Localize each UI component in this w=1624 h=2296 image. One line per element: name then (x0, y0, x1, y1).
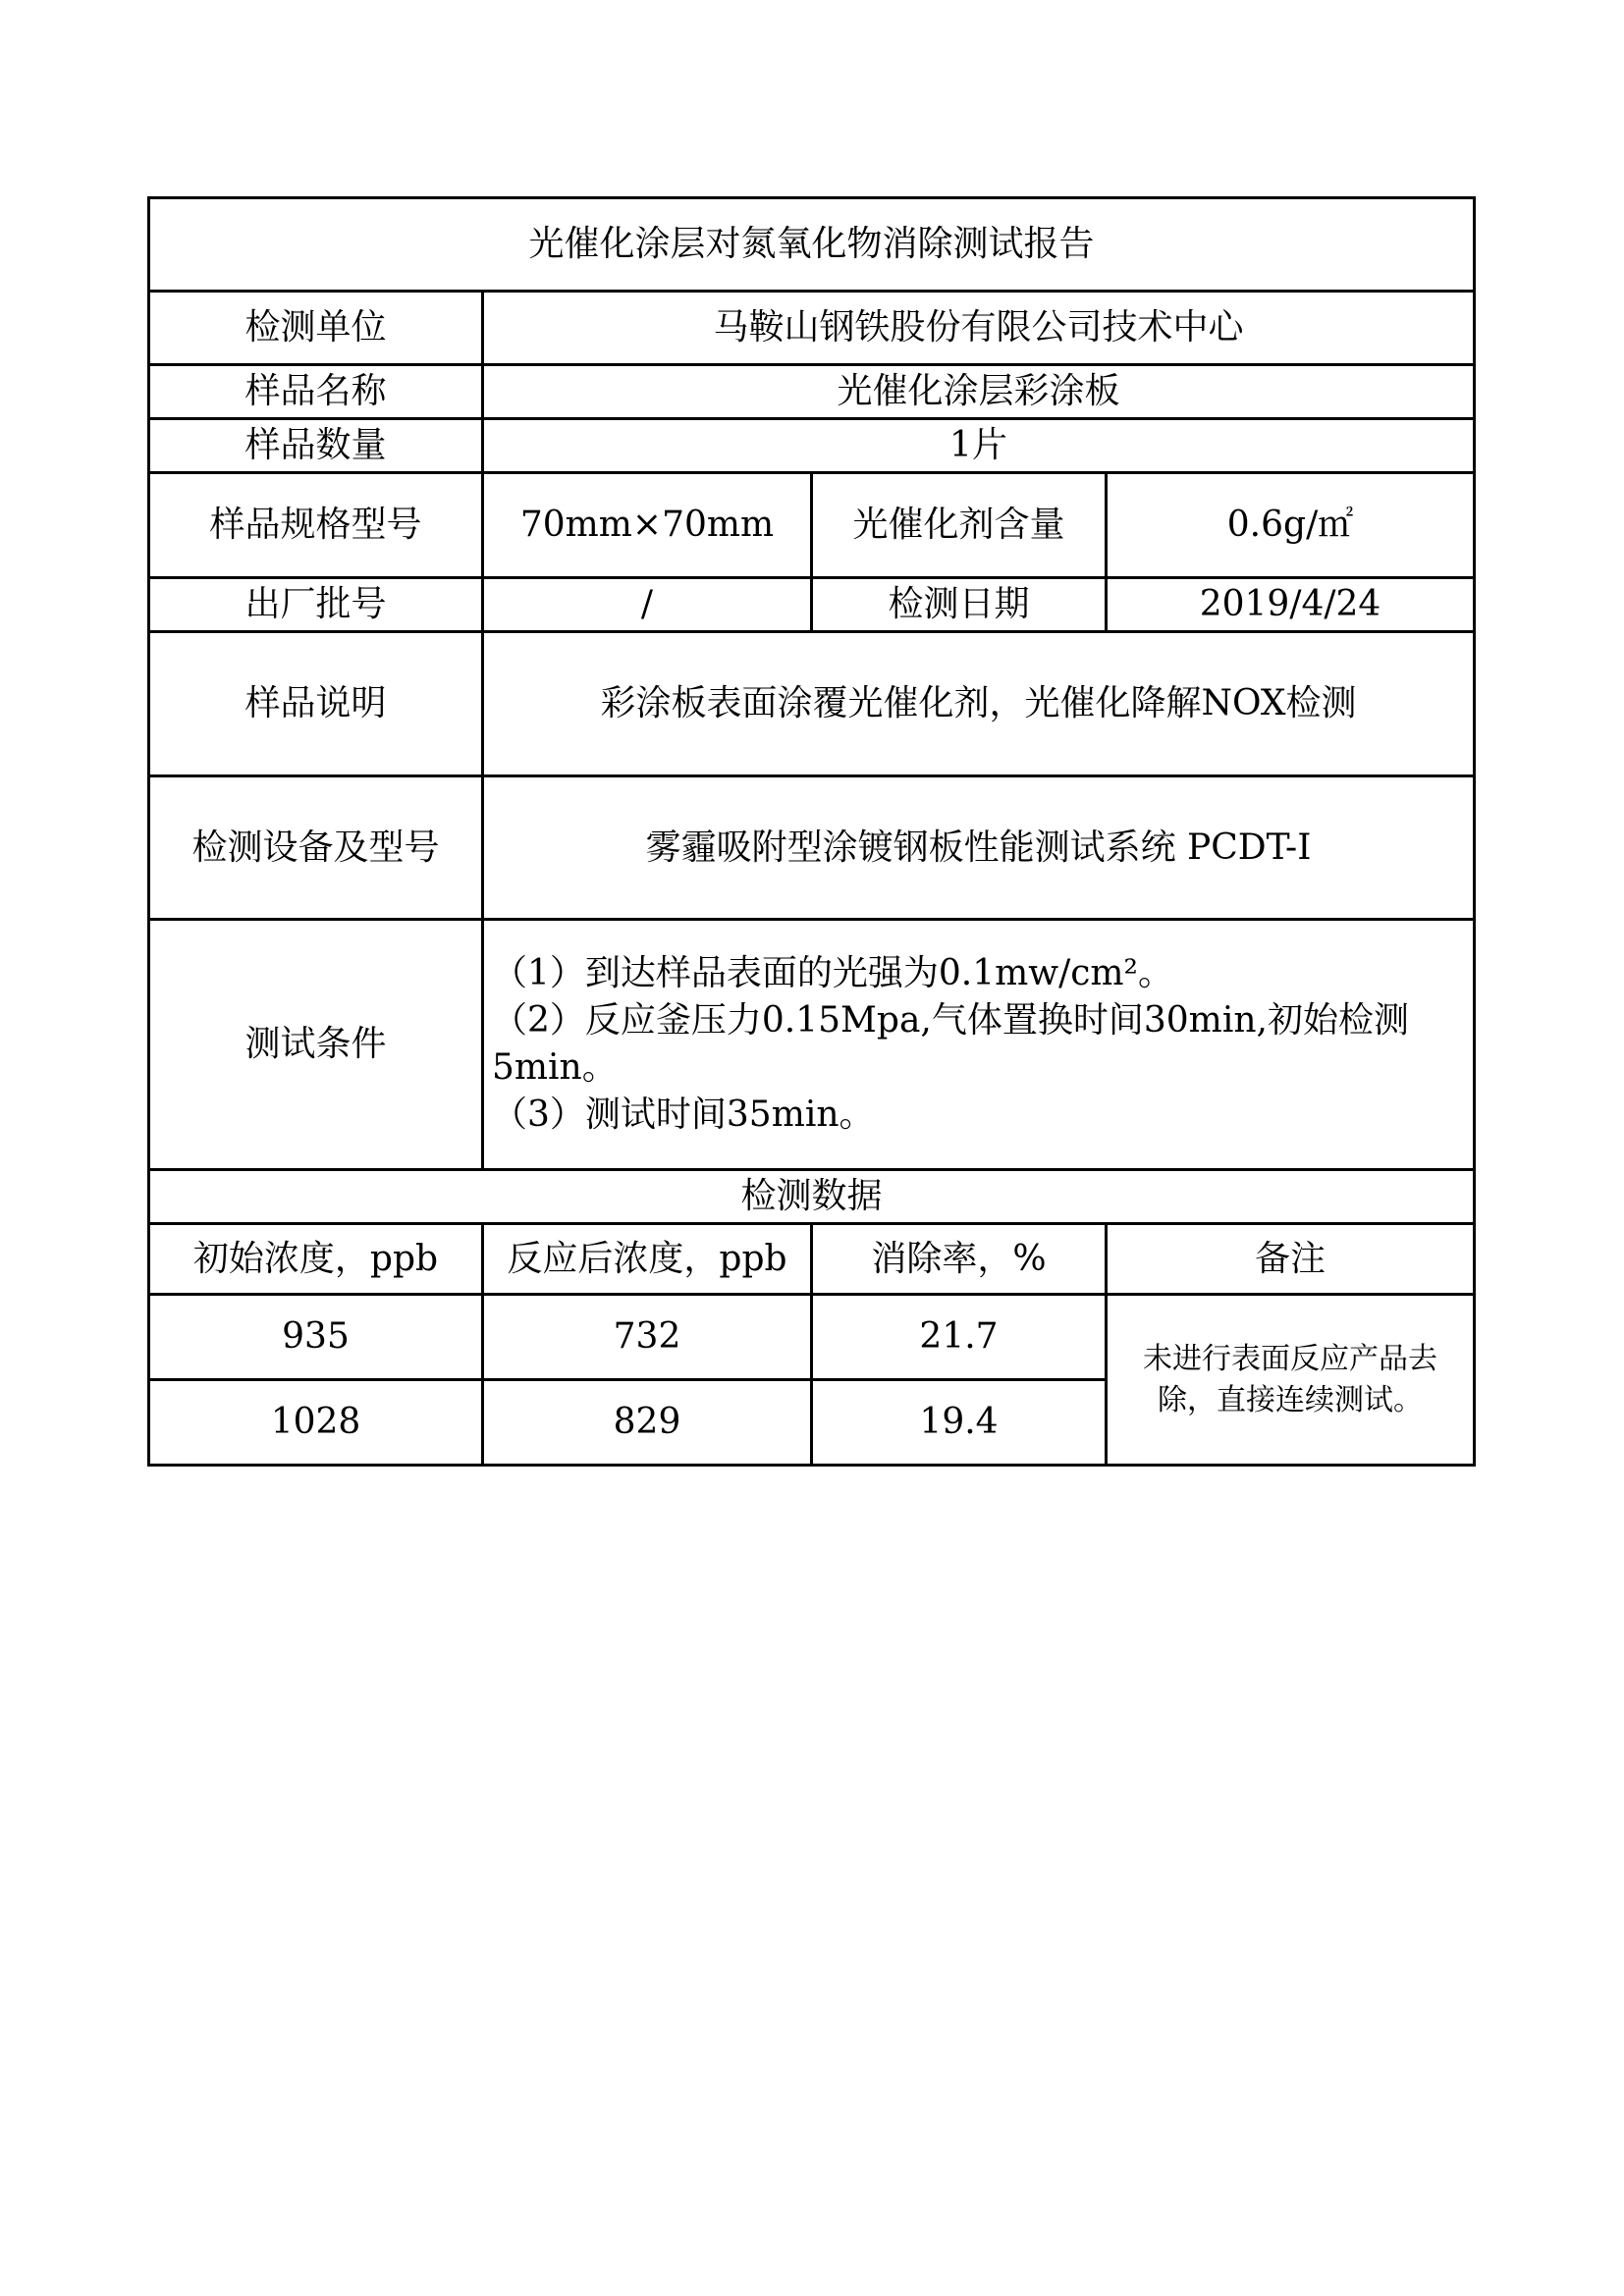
equipment-value: 雾霾吸附型涂镀钢板性能测试系统 PCDT-I (483, 776, 1475, 920)
header-after-concentration: 反应后浓度，ppb (483, 1224, 812, 1295)
description-value: 彩涂板表面涂覆光催化剂，光催化降解NOX检测 (483, 632, 1475, 776)
description-label: 样品说明 (149, 632, 483, 776)
spec-value: 70mm×70mm (483, 473, 812, 578)
batch-row (149, 578, 1475, 632)
equipment-row (149, 776, 1475, 920)
batch-label: 出厂批号 (149, 578, 483, 632)
condition-line-3: （3）测试时间35min。 (492, 1095, 875, 1135)
description-row (149, 632, 1475, 776)
condition-line-2: （2）反应釜压力0.15Mpa,气体置换时间30min,初始检测5min。 (492, 1000, 1409, 1088)
data-row (149, 1295, 1475, 1380)
sample-qty-label: 样品数量 (149, 419, 483, 473)
sample-name-value: 光催化涂层彩涂板 (483, 365, 1475, 419)
report-table (147, 196, 1476, 1467)
unit-row (149, 292, 1475, 365)
after-concentration-cell: 829 (483, 1380, 812, 1466)
condition-line-1: （1）到达样品表面的光强为0.1mw/cm²。 (492, 953, 1173, 993)
conditions-row (149, 920, 1475, 1170)
test-date-value: 2019/4/24 (1107, 578, 1475, 632)
after-concentration-cell: 732 (483, 1295, 812, 1380)
batch-value: / (483, 578, 812, 632)
initial-concentration-cell: 1028 (149, 1380, 483, 1466)
title-row (149, 198, 1475, 292)
catalyst-label: 光催化剂含量 (812, 473, 1107, 578)
test-date-label: 检测日期 (812, 578, 1107, 632)
conditions-value (483, 920, 1475, 1170)
initial-concentration-cell: 935 (149, 1295, 483, 1380)
spec-row (149, 473, 1475, 578)
data-section-title: 检测数据 (149, 1170, 1475, 1224)
header-initial-concentration: 初始浓度，ppb (149, 1224, 483, 1295)
remarks-cell: 未进行表面反应产品去除，直接连续测试。 (1107, 1295, 1475, 1466)
removal-rate-cell: 19.4 (812, 1380, 1107, 1466)
sample-name-label: 样品名称 (149, 365, 483, 419)
sample-qty-row (149, 419, 1475, 473)
removal-rate-cell: 21.7 (812, 1295, 1107, 1380)
header-removal-rate: 消除率，% (812, 1224, 1107, 1295)
spec-label: 样品规格型号 (149, 473, 483, 578)
unit-value: 马鞍山钢铁股份有限公司技术中心 (483, 292, 1475, 365)
data-section-title-row (149, 1170, 1475, 1224)
conditions-label: 测试条件 (149, 920, 483, 1170)
header-remarks: 备注 (1107, 1224, 1475, 1295)
sample-name-row (149, 365, 1475, 419)
report-title: 光催化涂层对氮氧化物消除测试报告 (149, 198, 1475, 292)
sample-qty-value: 1片 (483, 419, 1475, 473)
data-header-row (149, 1224, 1475, 1295)
equipment-label: 检测设备及型号 (149, 776, 483, 920)
catalyst-value: 0.6g/㎡ (1107, 473, 1475, 578)
unit-label: 检测单位 (149, 292, 483, 365)
